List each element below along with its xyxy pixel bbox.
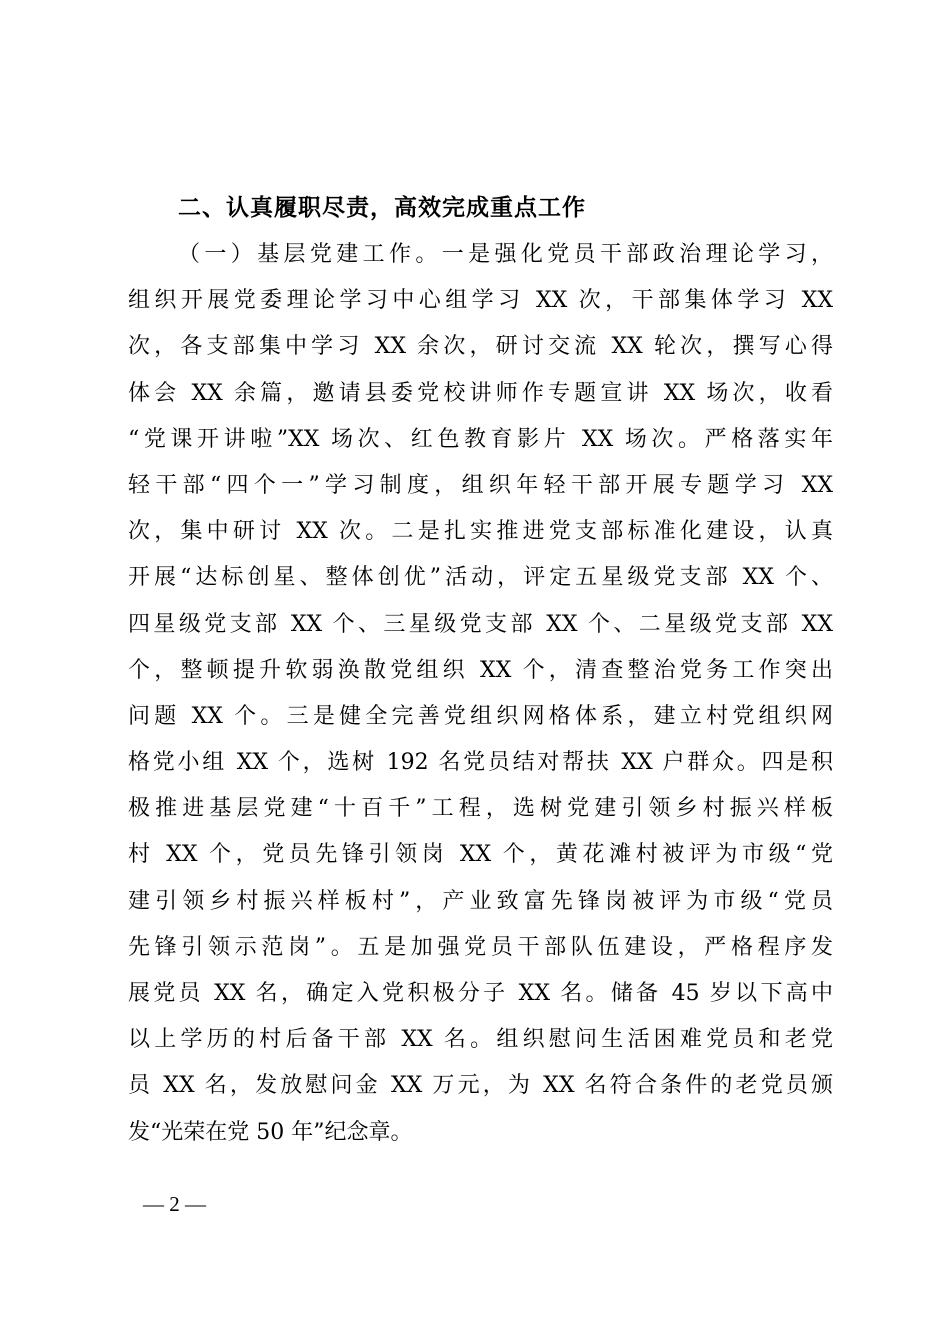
page-number: — 2 — bbox=[143, 1192, 206, 1216]
paragraph-line: 建引领乡村振兴样板村”，产业致富先锋岗被评为市级“党员 bbox=[128, 888, 833, 914]
paragraph-line: “党课开讲啦”XX 场次、红色教育影片 XX 场次。严格落实年 bbox=[128, 426, 833, 452]
paragraph-line: 格党小组 XX 个，选树 192 名党员结对帮扶 XX 户群众。四是积 bbox=[128, 750, 833, 776]
paragraph-line: 以上学历的村后备干部 XX 名。组织慰问生活困难党员和老党 bbox=[128, 1027, 833, 1053]
paragraph-line: （一）基层党建工作。一是强化党员干部政治理论学习， bbox=[178, 242, 833, 267]
paragraph-line: 四星级党支部 XX 个、三星级党支部 XX 个、二星级党支部 XX bbox=[128, 611, 833, 637]
paragraph-line: 先锋引领示范岗”。五是加强党员干部队伍建设，严格程序发 bbox=[128, 934, 833, 960]
body-paragraph bbox=[128, 232, 833, 1156]
paragraph-line: 轻干部“四个一”学习制度，组织年轻干部开展专题学习 XX bbox=[128, 472, 833, 498]
paragraph-line: 发“光荣在党 50 年”纪念章。 bbox=[128, 1119, 413, 1145]
paragraph-line: 组织开展党委理论学习中心组学习 XX 次，干部集体学习 XX bbox=[128, 288, 833, 314]
paragraph-line: 村 XX 个，党员先锋引领岗 XX 个，黄花滩村被评为市级“党 bbox=[128, 842, 833, 868]
paragraph-line: 体会 XX 余篇，邀请县委党校讲师作专题宣讲 XX 场次，收看 bbox=[128, 380, 833, 406]
paragraph-line: 次，各支部集中学习 XX 余次，研讨交流 XX 轮次，撰写心得 bbox=[128, 334, 833, 360]
section-heading: 二、认真履职尽责，高效完成重点工作 bbox=[178, 195, 586, 221]
paragraph-line: 展党员 XX 名，确定入党积极分子 XX 名。储备 45 岁以下高中 bbox=[128, 981, 833, 1006]
paragraph-line: 员 XX 名，发放慰问金 XX 万元，为 XX 名符合条件的老党员颁 bbox=[128, 1073, 833, 1099]
paragraph-line: 极推进基层党建“十百千”工程，选树党建引领乡村振兴样板 bbox=[128, 796, 833, 822]
paragraph-line: 次，集中研讨 XX 次。二是扎实推进党支部标准化建设，认真 bbox=[128, 519, 833, 545]
paragraph-line: 问题 XX 个。三是健全完善党组织网格体系，建立村党组织网 bbox=[128, 703, 833, 729]
paragraph-line: 个，整顿提升软弱涣散党组织 XX 个，清查整治党务工作突出 bbox=[128, 657, 833, 683]
paragraph-line: 开展“达标创星、整体创优”活动，评定五星级党支部 XX 个、 bbox=[128, 565, 833, 591]
